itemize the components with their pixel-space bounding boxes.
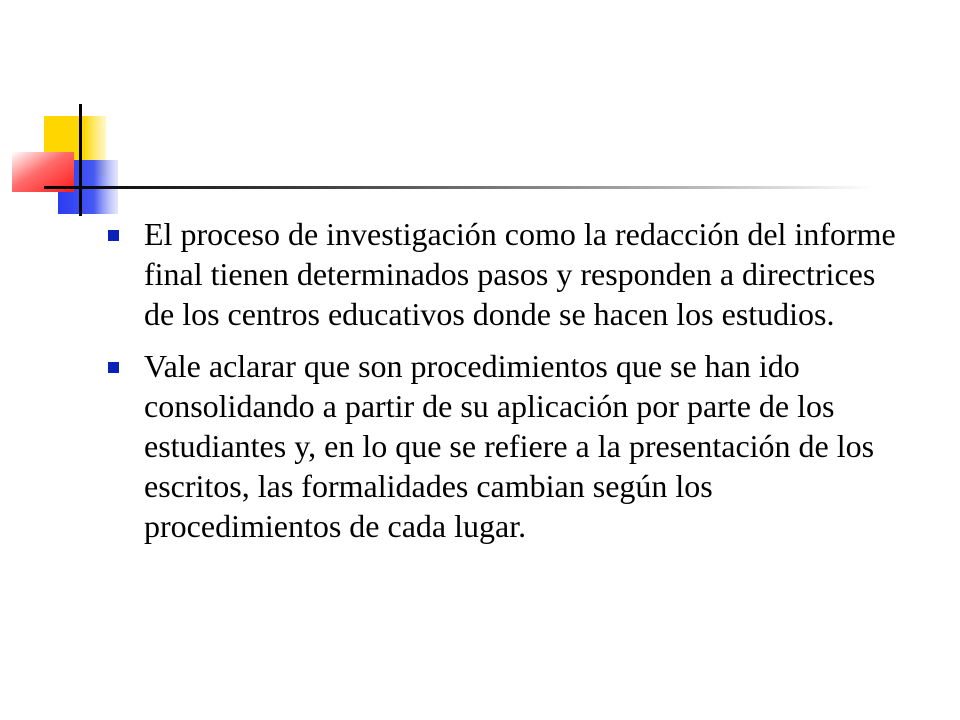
horizontal-rule bbox=[44, 186, 874, 189]
decorative-squares-graphic bbox=[0, 0, 960, 240]
bullet-item bbox=[104, 214, 904, 334]
bullet-item bbox=[104, 346, 904, 546]
bullet-square-icon bbox=[108, 230, 119, 241]
vertical-rule bbox=[79, 104, 82, 216]
bullet-text: Vale aclarar que son procedimientos que se han ido consolidando a partir de su aplicación por parte de los estudiantes y, en lo que se refiere a la presentación de los escritos, las formalidades cambian según los procedimientos de cada lugar. bbox=[144, 348, 875, 544]
bullet-square-icon bbox=[108, 362, 119, 373]
bullet-list bbox=[104, 214, 904, 558]
bullet-text: El proceso de investigación como la redacción del informe final tienen determinados pasos y responden a directrices de los centros educativos donde se hacen los estudios. bbox=[144, 216, 896, 332]
